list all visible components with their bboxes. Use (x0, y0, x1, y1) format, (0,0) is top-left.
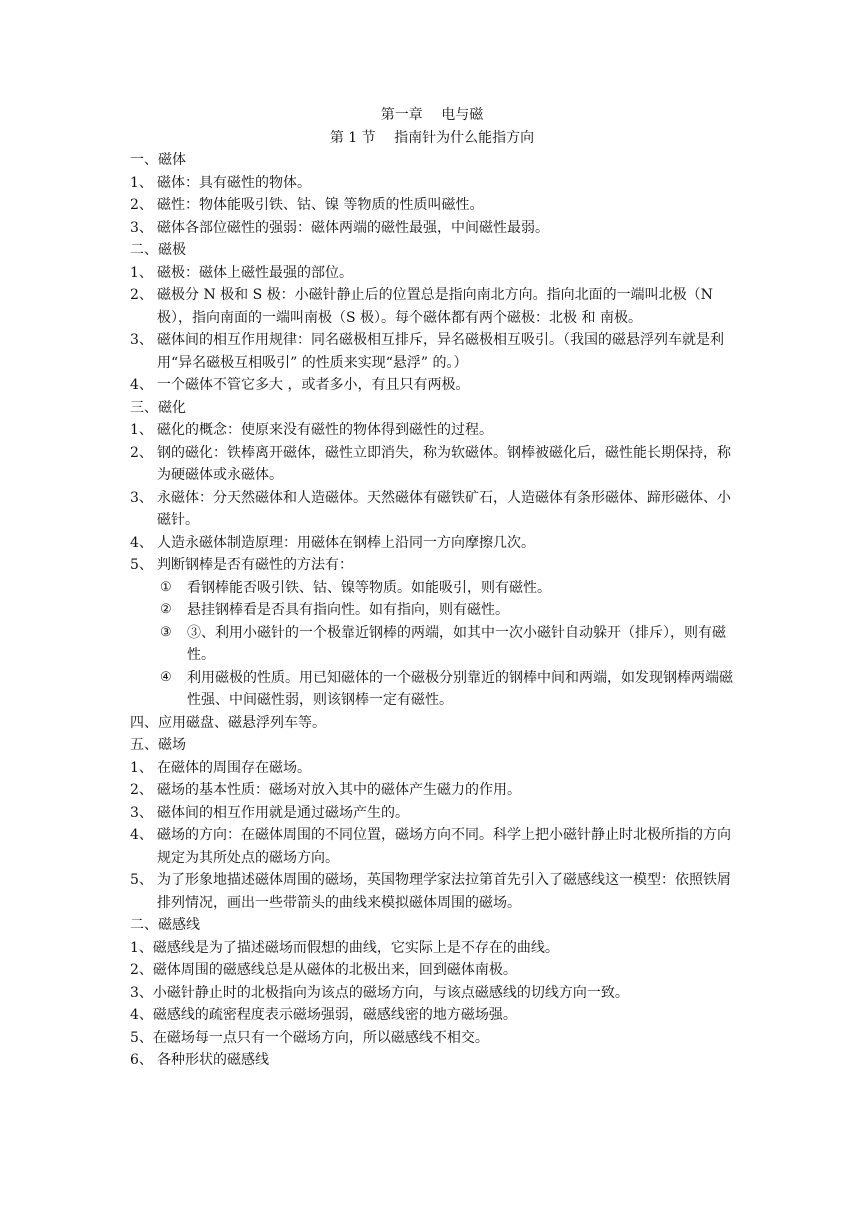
list-item: 2、 磁性：物体能吸引铁、钴、镍 等物质的性质叫磁性。 (130, 197, 484, 213)
list-item: 1、 磁体：具有磁性的物体。 (130, 174, 311, 191)
list-item: 5、在磁场每一点只有一个磁场方向，所以磁感线不相交。 (130, 1029, 489, 1046)
list-item: 3、 磁体间的相互作用规律：同名磁极相互排斥，异名磁极相互吸引。（我国的磁悬浮列车就是利用“异名磁极互相吸引” 的性质来实现“悬浮” 的。） (130, 332, 724, 371)
list-item: 4、磁感线的疏密程度表示磁场强弱，磁感线密的地方磁场强。 (130, 1007, 517, 1023)
document-page (130, 104, 734, 1072)
section-title: 第 1 节 指南针为什么能指方向 (329, 129, 535, 146)
list-item: 5、 判断钢棒是否有磁性的方法有： (130, 557, 353, 573)
list-item: 2、 钢的磁化：铁棒离开磁体，磁性立即消失，称为软磁体。钢棒被磁化后，磁性能长期保持，称为硬磁体或永磁体。 (130, 444, 731, 483)
list-item: 1、磁感线是为了描述磁场而假想的曲线，它实际上是不存在的曲线。 (130, 939, 559, 956)
sub-list-item: ① 看钢棒能否吸引铁、钴、镍等物质。如能吸引，则有磁性。 (160, 579, 551, 596)
heading-magnet: 一、磁体 (130, 152, 186, 168)
sub-list-item: ② 悬挂钢棒看是否具有指向性。如有指向，则有磁性。 (160, 602, 509, 618)
list-item: 3、 磁体各部位磁性的强弱：磁体两端的磁性最强，中间磁性最弱。 (130, 219, 549, 236)
list-item: 2、 磁极分 N 极和 S 极：小磁针静止后的位置总是指向南北方向。指向北面的一端叫北极（N 极），指向南面的一端叫南极（S 极）。每个磁体都有两个磁极：北极 和 南极。 (130, 287, 713, 326)
list-item: 2、磁体周围的磁感线总是从磁体的北极出来，回到磁体南极。 (130, 962, 517, 978)
chapter-title: 第一章 电与磁 (380, 107, 484, 123)
list-item: 4、 一个磁体不管它多大 ，或者多小，有且只有两极。 (130, 377, 470, 393)
list-item: 5、 为了形象地描述磁体周围的磁场，英国物理学家法拉第首先引入了磁感线这一模型：依照铁屑排列情况，画出一些带箭头的曲线来模拟磁体周围的磁场。 (130, 872, 731, 911)
heading-magnetic-pole: 二、磁极 (130, 242, 186, 258)
sub-list-item: ④ 利用磁极的性质。用已知磁体的一个磁极分别靠近的钢棒中间和两端，如发现钢棒两端磁性强、中间磁性弱，则该钢棒一定有磁性。 (160, 669, 733, 708)
list-item: 3、 永磁体：分天然磁体和人造磁体。天然磁体有磁铁矿石，人造磁体有条形磁体、蹄形磁体、小磁针。 (130, 489, 731, 528)
list-item: 4、 人造永磁体制造原理：用磁体在钢棒上沿同一方向摩擦几次。 (130, 534, 535, 551)
sub-list-item: ③ ③、利用小磁针的一个极靠近钢棒的两端，如其中一次小磁针自动躲开（排斥），则有磁性。 (160, 624, 726, 663)
list-item: 2、 磁场的基本性质：磁场对放入其中的磁体产生磁力的作用。 (130, 782, 521, 798)
list-item: 4、 磁场的方向：在磁体周围的不同位置，磁场方向不同。科学上把小磁针静止时北极所指的方向规定为其所处点的磁场方向。 (130, 827, 731, 866)
heading-applications: 四、应用磁盘、磁悬浮列车等。 (130, 714, 326, 731)
heading-magnetization: 三、磁化 (130, 399, 186, 416)
list-item: 1、 磁极：磁体上磁性最强的部位。 (130, 264, 353, 281)
list-item: 3、 磁体间的相互作用就是通过磁场产生的。 (130, 804, 409, 821)
list-item: 3、小磁针静止时的北极指向为该点的磁场方向，与该点磁感线的切线方向一致。 (130, 984, 629, 1001)
heading-magnetic-field: 五、磁场 (130, 737, 186, 753)
list-item: 1、 在磁体的周围存在磁场。 (130, 759, 311, 776)
heading-field-lines: 二、磁感线 (130, 917, 200, 933)
list-item: 1、 磁化的概念：使原来没有磁性的物体得到磁性的过程。 (130, 422, 493, 438)
list-item: 6、 各种形状的磁感线 (130, 1052, 269, 1068)
